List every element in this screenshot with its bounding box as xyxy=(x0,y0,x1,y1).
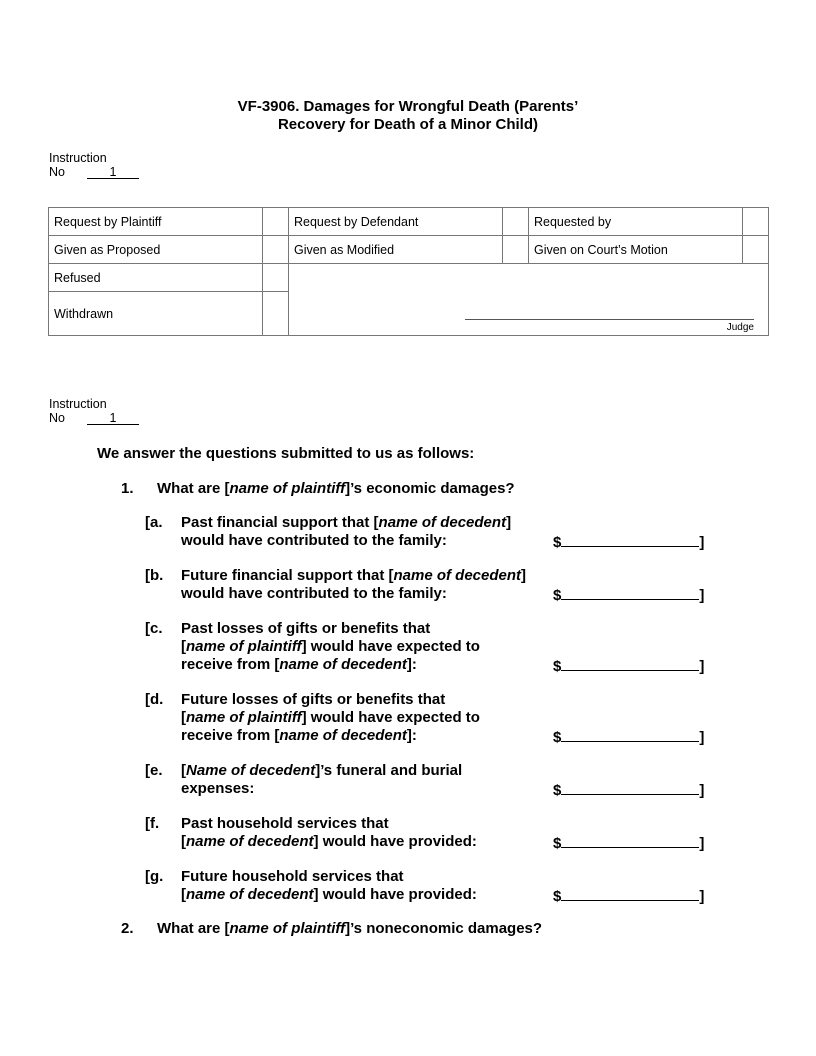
item-a-amount-field[interactable]: $ ] xyxy=(553,534,705,551)
page-title xyxy=(0,98,816,134)
request-defendant-label: Request by Defendant xyxy=(288,208,502,236)
refused-label: Refused xyxy=(49,264,263,292)
item-b-letter: [b. xyxy=(145,567,164,584)
judge-signature-cell xyxy=(288,264,768,336)
requested-by-checkbox[interactable] xyxy=(742,208,768,236)
withdrawn-label: Withdrawn xyxy=(49,292,263,336)
item-e-line-1: [Name of decedent]’s funeral and burial xyxy=(181,762,463,779)
instruction-block-top xyxy=(49,151,139,179)
item-g-amount-field[interactable]: $ ] xyxy=(553,888,705,905)
item-f-amount-field[interactable]: $ ] xyxy=(553,835,705,852)
withdrawn-checkbox[interactable] xyxy=(262,292,288,336)
instruction-no-label: No xyxy=(49,165,65,179)
request-plaintiff-label: Request by Plaintiff xyxy=(49,208,263,236)
item-f-line-2: [name of decedent] would have provided: xyxy=(181,833,477,850)
instruction-status-table xyxy=(48,207,769,336)
given-court-motion-checkbox[interactable] xyxy=(742,236,768,264)
question-1-number: 1. xyxy=(121,480,134,497)
item-a-letter: [a. xyxy=(145,514,163,531)
item-d-line-2: [name of plaintiff] would have expected to xyxy=(181,709,480,726)
item-c-line-2: [name of plaintiff] would have expected to xyxy=(181,638,480,655)
item-d-amount-field[interactable]: $ ] xyxy=(553,729,705,746)
item-d-line-1: Future losses of gifts or benefits that xyxy=(181,691,446,708)
given-as-modified-checkbox[interactable] xyxy=(502,236,528,264)
item-c-amount-field[interactable]: $ ] xyxy=(553,658,705,675)
item-f-letter: [f. xyxy=(145,815,160,832)
question-2-text: What are [name of plaintiff]’s noneconomic damages? xyxy=(157,920,543,937)
instruction-block-bottom xyxy=(49,397,139,425)
item-e-line-2: expenses: xyxy=(181,780,255,797)
item-g-letter: [g. xyxy=(145,868,164,885)
item-a-line-2: would have contributed to the family: xyxy=(181,532,447,549)
judge-label: Judge xyxy=(726,322,754,333)
item-c-line-3: receive from [name of decedent]: xyxy=(181,656,417,673)
verdict-intro: We answer the questions submitted to us as follows: xyxy=(97,445,475,462)
title-line-2: Recovery for Death of a Minor Child) xyxy=(277,116,539,133)
item-g-line-1: Future household services that xyxy=(181,868,404,885)
item-b-amount-field[interactable]: $ ] xyxy=(553,587,705,604)
request-plaintiff-checkbox[interactable] xyxy=(262,208,288,236)
judge-signature-line[interactable] xyxy=(465,319,754,320)
title-line-1: VF-3906. Damages for Wrongful Death (Parents’ xyxy=(237,98,579,115)
instruction-no-label-2: No xyxy=(49,411,65,425)
refused-checkbox[interactable] xyxy=(262,264,288,292)
given-court-motion-label: Given on Court’s Motion xyxy=(528,236,742,264)
item-d-letter: [d. xyxy=(145,691,164,708)
item-g-line-2: [name of decedent] would have provided: xyxy=(181,886,477,903)
item-d-line-3: receive from [name of decedent]: xyxy=(181,727,417,744)
item-b-line-2: would have contributed to the family: xyxy=(181,585,447,602)
item-b-line-1: Future financial support that [name of decedent] xyxy=(181,567,527,584)
given-as-proposed-label: Given as Proposed xyxy=(49,236,263,264)
instruction-label-2: Instruction xyxy=(49,397,107,411)
item-c-letter: [c. xyxy=(145,620,163,637)
request-defendant-checkbox[interactable] xyxy=(502,208,528,236)
instruction-number: 1 xyxy=(87,166,139,179)
question-2-number: 2. xyxy=(121,920,134,937)
requested-by-label: Requested by xyxy=(528,208,742,236)
item-a-line-1: Past financial support that [name of decedent] xyxy=(181,514,512,531)
given-as-modified-label: Given as Modified xyxy=(288,236,502,264)
given-as-proposed-checkbox[interactable] xyxy=(262,236,288,264)
item-e-amount-field[interactable]: $ ] xyxy=(553,782,705,799)
instruction-label: Instruction xyxy=(49,151,107,165)
question-1-text: What are [name of plaintiff]’s economic damages? xyxy=(157,480,515,497)
item-e-letter: [e. xyxy=(145,762,163,779)
item-c-line-1: Past losses of gifts or benefits that xyxy=(181,620,431,637)
instruction-number-2: 1 xyxy=(87,412,139,425)
item-f-line-1: Past household services that xyxy=(181,815,389,832)
